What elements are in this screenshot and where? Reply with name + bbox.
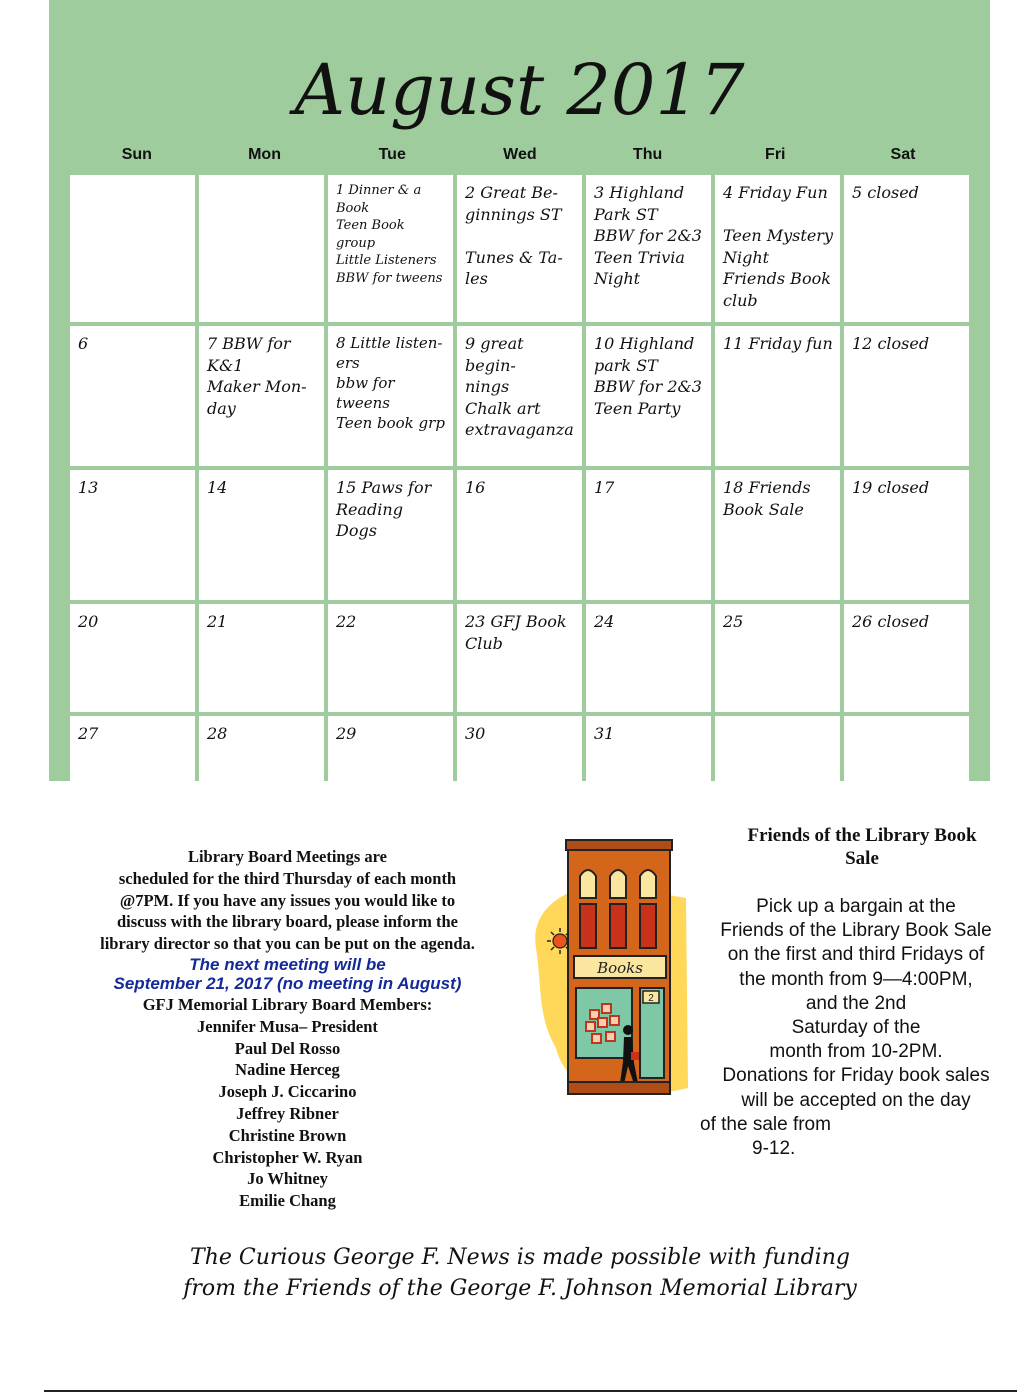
day-cell: 23 GFJ Book Club <box>457 604 582 712</box>
day-cell: 3 Highland Park ST BBW for 2&3 Teen Trivia Night <box>586 175 711 322</box>
day-cell: 1 Dinner & a Book Teen Book group Little Listeners BBW for tweens <box>328 175 453 322</box>
sale-line: Pick up a bargain at the <box>756 896 956 917</box>
day-cell: 5 closed <box>844 175 969 322</box>
sale-line: month from 10-2PM. <box>769 1041 943 1063</box>
day-cell: 13 <box>70 470 195 600</box>
sale-line: Saturday of the <box>791 1017 921 1039</box>
funding-line: from the Friends of the George F. Johnson Memorial Library <box>183 1276 857 1301</box>
day-cell: 31 <box>586 716 711 826</box>
board-member: Nadine Herceg <box>235 1060 340 1080</box>
upper-windows <box>580 870 656 948</box>
day-cell: 8 Little listen- ers bbw for tweens Teen book grp <box>328 326 453 466</box>
board-intro-line: scheduled for the third Thursday of each month <box>118 868 457 888</box>
day-cell: 14 <box>199 470 324 600</box>
day-cell: 18 Friends Book Sale <box>715 470 840 600</box>
day-cell: 19 closed <box>844 470 969 600</box>
day-cell: 4 Friday Fun Teen Mystery Night Friends Book club <box>715 175 840 322</box>
next-meeting-line: September 21, 2017 (no meeting in August) <box>113 973 462 993</box>
sale-line: and the 2nd <box>805 992 907 1014</box>
sale-line: 9-12. <box>752 1138 796 1160</box>
members-heading: GFJ Memorial Library Board Members: <box>142 994 433 1014</box>
day-cell <box>70 175 195 322</box>
sale-line: the month from 9—4:00PM, <box>739 968 973 990</box>
day-cell: 25 <box>715 604 840 712</box>
day-cell: 17 <box>586 470 711 600</box>
bottom-rule <box>44 1390 1017 1392</box>
next-meeting-line: The next meeting will be <box>189 954 386 974</box>
book-sale-title-line: Sale <box>845 848 879 869</box>
day-cell: 12 closed <box>844 326 969 466</box>
sale-line: on the first and third Fridays of <box>727 944 985 966</box>
day-cell: 11 Friday fun <box>715 326 840 466</box>
weekday-sun: Sun <box>121 146 152 163</box>
day-cell: 26 closed <box>844 604 969 712</box>
day-cell: 6 <box>70 326 195 466</box>
weekday-wed: Wed <box>503 146 537 163</box>
day-cell: 20 <box>70 604 195 712</box>
funding-line: The Curious George F. News is made possible with funding <box>190 1245 850 1270</box>
day-cell: 28 <box>199 716 324 826</box>
board-member: Emilie Chang <box>239 1191 336 1211</box>
sale-line: Friends of the Library Book Sale <box>720 920 992 942</box>
funding-credit <box>120 1242 920 1304</box>
sale-line: of the sale from <box>700 1113 831 1135</box>
day-cell: 27 <box>70 716 195 826</box>
sale-line: Donations for Friday book sales <box>722 1065 990 1087</box>
day-cell: 30 <box>457 716 582 826</box>
day-cell: 2 Great Be- ginnings ST Tunes & Ta- les <box>457 175 582 322</box>
door-number: 2 <box>648 993 654 1004</box>
weekday-sat: Sat <box>890 146 916 163</box>
day-cell: 16 <box>457 470 582 600</box>
building-roof <box>566 840 672 850</box>
day-cell: 15 Paws for Reading Dogs <box>328 470 453 600</box>
weekday-fri: Fri <box>765 146 786 163</box>
book-sale-title <box>712 824 1012 870</box>
board-intro-line: Library Board Meetings are <box>187 847 388 866</box>
book-sale-text <box>698 895 1014 1161</box>
calendar-title: August 2017 <box>294 49 745 131</box>
weekday-tue: Tue <box>378 146 406 163</box>
board-member: Paul Del Rosso <box>234 1038 341 1058</box>
sale-line: will be accepted on the day <box>741 1089 971 1111</box>
calendar-grid <box>70 175 969 826</box>
day-cell <box>199 175 324 322</box>
day-cell: 29 <box>328 716 453 826</box>
day-cell: 10 Highland park ST BBW for 2&3 Teen Party <box>586 326 711 466</box>
day-cell: 21 <box>199 604 324 712</box>
day-cell: 22 <box>328 604 453 712</box>
day-cell <box>715 716 840 826</box>
day-cell: 7 BBW for K&1 Maker Mon- day <box>199 326 324 466</box>
board-meetings-notice <box>60 846 515 1212</box>
board-member: Christopher W. Ryan <box>212 1147 363 1167</box>
bookstore-illustration <box>528 838 690 1103</box>
board-member: Jo Whitney <box>247 1169 328 1189</box>
board-member: Jennifer Musa– President <box>197 1016 378 1036</box>
weekday-thu: Thu <box>632 146 663 163</box>
weekday-mon: Mon <box>248 146 281 163</box>
book-sale-title-line: Friends of the Library Book <box>747 825 977 846</box>
day-cell <box>844 716 969 826</box>
weekday-header <box>73 146 967 164</box>
board-member: Jeffrey Ribner <box>236 1103 339 1123</box>
board-intro-line: discuss with the library board, please inform the <box>116 912 458 932</box>
day-cell: 9 great begin- nings Chalk art extravaganza <box>457 326 582 466</box>
board-intro-line: library director so that you can be put on the agenda. <box>100 934 475 954</box>
board-member: Christine Brown <box>228 1125 347 1145</box>
day-cell: 24 <box>586 604 711 712</box>
sign-text: Books <box>597 959 643 977</box>
board-intro-line: @7PM. If you have any issues you would like to <box>119 890 456 910</box>
sidewalk <box>568 1082 670 1094</box>
board-member: Joseph J. Ciccarino <box>218 1082 357 1102</box>
